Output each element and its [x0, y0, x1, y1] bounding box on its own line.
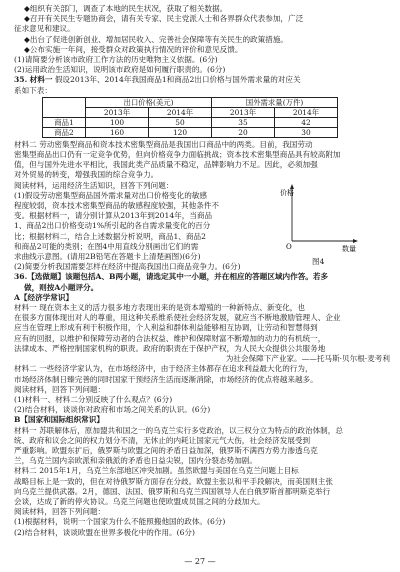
table-cell: 120	[149, 127, 212, 137]
figure-caption: 图4	[312, 257, 325, 266]
table-header: 2013年	[212, 107, 275, 117]
text-line: 会谈，达成了新的停火协议。乌克兰问题也使欧盟成员国之间的分歧加大。	[14, 496, 265, 506]
table-cell: 50	[149, 117, 212, 127]
text-line: 求曲线示意图。(请用2B铅笔在答题卡上清楚画图)(6分)	[14, 252, 201, 262]
text-line: 对外贸易的转变，增强我国的综合竞争力。	[14, 170, 159, 180]
text-line: 严重影响。欧盟东扩后，俄罗斯与欧盟之间的矛盾日益加深，俄罗斯不满西方势力渗透乌克	[14, 445, 318, 455]
y-axis-label: 价格	[280, 189, 294, 197]
text-line: (1)假设劳动密集型商品国外需求量对出口价格变化的敏感	[14, 190, 208, 200]
text-line: 市场经济体制日臻完善的同时国家干预经济生活而逐渐消除，市场经济的优点将越来越多。	[14, 374, 318, 384]
question-36-header: 做，则按A小题评分。	[24, 282, 99, 292]
text-line: ◆召开有关民生专题协商会，请有关专家、民主党派人士和各界群众代表参加，广泛	[24, 14, 304, 24]
material-label: 材料一	[29, 75, 53, 85]
material-text: 假设2013年、2014年我国商品1和商品2出口价格与国外需求量的对应关	[54, 75, 301, 85]
text-line: 材料一 苏联解体后，原加盟共和国之一的乌克兰实行多党政治，以三权分立为特点的政治体制，总	[14, 425, 343, 435]
origin-label: O	[286, 243, 292, 251]
table-header: 出口价格(美元)	[86, 97, 212, 107]
table-cell: 商品2	[43, 127, 86, 137]
table-cell: 42	[275, 117, 338, 127]
text-line: 应当在管理上形成有利于积极作用，个人利益和群体利益能够相互协调，让劳动和智慧得到	[14, 323, 318, 333]
text-line: 材料一 现在资本主义的活力很多地方表现出来的是资本增殖的一种新特点、新变化，也	[14, 303, 305, 313]
text-line: 1、商品2出口价格变动1%所引起的各自需求量变化的百分	[14, 221, 211, 231]
table-cell: 160	[86, 127, 149, 137]
text-line: 变。根据材料一，请分别计算从2013年到2014年，当商品	[14, 211, 213, 221]
text-line: 密集型商品出口仍有一定竞争优势，但向价格竞争力面临挑战；资本技术密集型商品具有较高附加	[14, 150, 341, 160]
axes-diagram	[280, 183, 360, 253]
table-cell: 30	[275, 127, 338, 137]
text-line: 材料二 一些经济学家认为，在市场经济中，由于经济主体都存在追求利益最大化的行为，	[14, 364, 313, 374]
question-36-header: 36.【选做题】该题包括A、B两小题，请选定其中一小题，并在相应的答题区域内作答。若多	[14, 272, 329, 282]
figure-4	[280, 183, 360, 253]
question-35-intro	[14, 75, 390, 85]
text-line: 应有的回报，以维护和保障劳动者的合法权益、维护和保障财富不断增加的动力的有机统一，	[14, 333, 326, 343]
question-part: (1)材料一、材料二分别反映了什么观点？(6分)	[14, 394, 173, 404]
text-line: 为社会保障下产业家。——托马斯·贝尔根·麦考利	[225, 354, 390, 364]
text-line: 值，但与国外先进水平相比，我国此类产品质量不稳定，品牌影响力不足。因此，必须加强	[14, 160, 318, 170]
text-line: 材料二 劳动密集型商品和资本技术密集型商品是我国出口商品中的两类。目前，我国劳动	[14, 139, 313, 149]
text-line: 程度较弱，资本技术密集型商品的敏感程度较强，其他条件不	[14, 201, 220, 211]
text-line: ◆出台了促进创新创业、增加居民收入、完善社会保障等有关民生的政策措施。	[24, 34, 289, 44]
text-line: 阅读材料，回答下列问题：	[14, 507, 106, 517]
text-line: 材料二 2015年1月，乌克兰东部地区冲突加剧。虽然欧盟与美国在乌克兰问题上目标	[14, 466, 299, 476]
table-corner	[43, 97, 86, 117]
question-part: (2)结合材料，谈谈欧盟在世界多极化中的作用。(6分)	[14, 527, 195, 537]
x-axis-label: 数量	[342, 245, 356, 253]
text-line: 统、政府和议会之间的权力划分不清，无休止的内耗让国家元气大伤，社会经济发展受到	[14, 435, 311, 445]
price-demand-table	[42, 97, 338, 138]
text-line: 向乌克兰提供武器。2月，德国、法国、俄罗斯和乌克兰四国领导人在白俄罗斯首都明斯克举行	[14, 486, 331, 496]
page-number: — 27 —	[184, 557, 216, 566]
text-line: 征求意见和建议。	[14, 24, 75, 34]
text-line: 阅读材料，运用经济生活知识，回答下列问题：	[14, 180, 174, 190]
question-part: (1)根据材料，说明一个国家为什么不能照搬他国的政体。(6分)	[14, 517, 226, 527]
question-part: (2)结合材料，谈谈你对政府和市场之间关系的认识。(6分)	[14, 405, 211, 415]
section-title: A【经济学常识】	[14, 292, 74, 302]
table-row	[43, 127, 338, 137]
question-number: 35.	[14, 75, 28, 85]
question-part: (2)运用政治生活知识，说明该市政府是如何履行职责的。(6分)	[14, 65, 226, 75]
table-cell: 100	[86, 117, 149, 127]
table-row	[43, 117, 338, 127]
text-line: ◆公布实施一年间，接受群众对政策执行情况的评价和意见反馈。	[24, 44, 243, 54]
table-cell: 35	[212, 117, 275, 127]
table-cell: 20	[212, 127, 275, 137]
x-axis-arrow-icon	[353, 239, 358, 243]
section-title: B【国家和国际组织常识】	[14, 415, 104, 425]
table-header: 国外需求量(万件)	[212, 97, 338, 107]
table-header: 2014年	[149, 107, 212, 117]
text-line: 阅读材料，回答下列问题：	[14, 384, 106, 394]
text-line: 战略目标上是一致的，但在对待俄罗斯方面存在分歧。欧盟主张以和平手段解决，而美国则主张	[14, 476, 333, 486]
table-header: 2014年	[275, 107, 338, 117]
text-line: 法律成本、严格控制国家机构的职责。政府的职责在于保护产权，为人民大众提供公共服务地	[14, 343, 326, 353]
text-line: (2)简要分析我国需要怎样在经济中提高我国出口商品竞争力。(6分)	[14, 262, 241, 272]
text-line: 兰，乌克兰国内亲欧派和亲俄派的矛盾也日益尖锐，国内分裂态势加剧。	[14, 456, 257, 466]
text-line: 和商品2可能的类别；在图4中用直线分别画出它们的需	[14, 241, 199, 251]
text-line: 系如下表：	[14, 85, 52, 95]
table-cell: 商品1	[43, 117, 86, 127]
exam-page	[14, 4, 390, 538]
text-line: 比；根据材料二，结合上述数据分析说明，商品1、商品2	[14, 231, 206, 241]
question-part: (1)请简要分析该市政府工作方法的历史唯物主义依据。(6分)	[14, 55, 218, 65]
text-line: ◆组织有关部门，调查了本地的民生状况，获取了相关数据。	[24, 4, 228, 13]
text-line: 在很多方面体现出对人的尊重，用这种关系维系使社会经济发展，就应当不断地激励管理人、企业	[14, 313, 341, 323]
table-header: 2013年	[86, 107, 149, 117]
